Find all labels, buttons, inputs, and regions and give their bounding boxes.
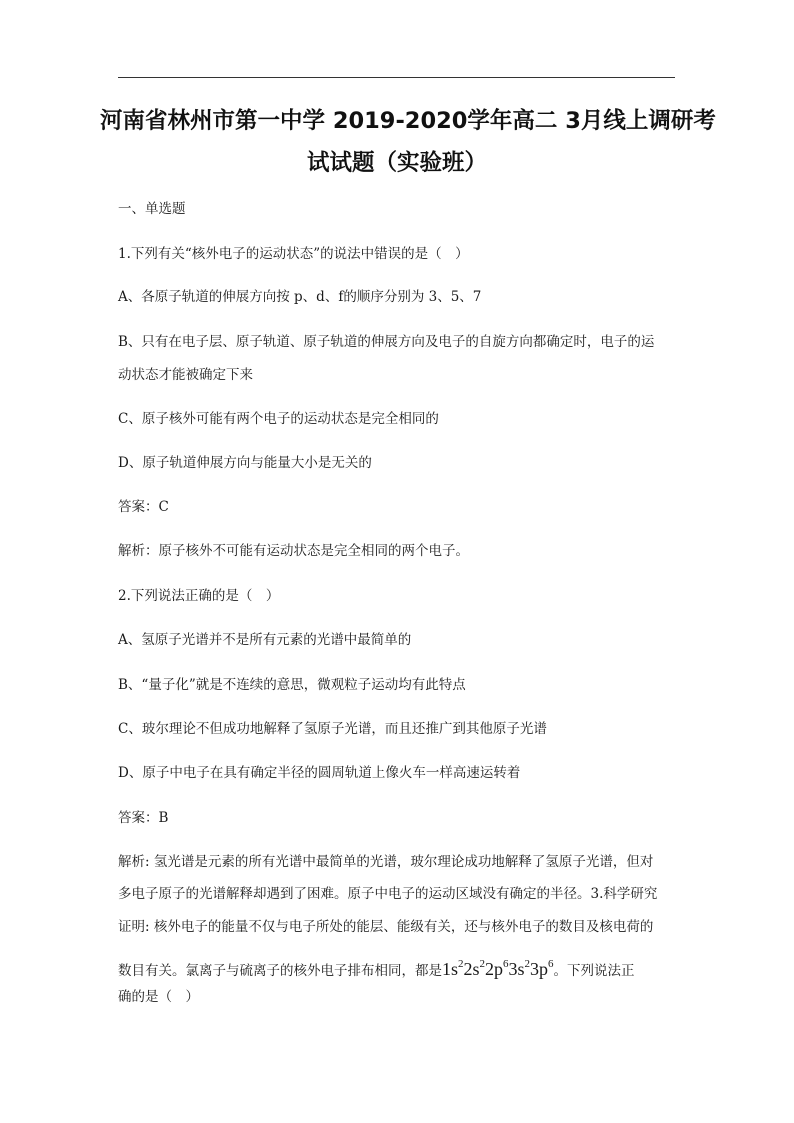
q2-stem: 2.下列说法正确的是（ ）: [118, 588, 280, 604]
q2-analysis-line-5: 确的是（ ）: [118, 989, 199, 1005]
q2-answer: 答案：B: [118, 810, 169, 826]
q1-analysis: 解析：原子核外不可能有运动状态是完全相同的两个电子。: [118, 543, 469, 559]
analysis-line-4-post: 。下列说法正: [553, 963, 635, 979]
q1-option-b-line-1: B、只有在电子层、原子轨道、原子轨道的伸展方向及电子的自旋方向都确定时，电子的运: [118, 334, 655, 350]
q1-option-a: A、各原子轨道的伸展方向按 p、d、f的顺序分别为 3、5、7: [118, 289, 482, 305]
header-rule: [118, 77, 675, 78]
q2-option-d: D、原子中电子在具有确定半径的圆周轨道上像火车一样高速运转着: [118, 765, 521, 781]
q2-analysis-line-4: [118, 954, 635, 981]
document-title-line-2: 试试题（实验班）: [306, 150, 487, 176]
document-title-line-1: 河南省林州市第一中学 2019-2020学年高二 3月线上调研考: [100, 108, 716, 134]
q2-analysis-line-2: 多电子原子的光谱解释却遇到了困难。原子中电子的运动区域没有确定的半径。3.科学研究: [118, 886, 658, 902]
q1-option-c: C、原子核外可能有两个电子的运动状态是完全相同的: [118, 411, 439, 427]
q2-option-c: C、玻尔理论不但成功地解释了氢原子光谱，而且还推广到其他原子光谱: [118, 721, 547, 737]
q1-stem: 1.下列有关“核外电子的运动状态”的说法中错误的是（ ）: [118, 246, 469, 262]
q2-analysis-line-1: 解析: 氢光谱是元素的所有光谱中最简单的光谱，玻尔理论成功地解释了氢原子光谱，但对: [118, 854, 654, 870]
analysis-line-4-pre: 数目有关。氯离子与硫离子的核外电子排布相同，都是: [118, 963, 442, 979]
q2-analysis-line-3: 证明: 核外电子的能量不仅与电子所处的能层、能级有关，还与核外电子的数目及核电荷的: [118, 919, 654, 935]
electron-configuration-formula: $1s^22s^22p^63s^23p^6$: [442, 958, 554, 979]
section-heading: 一、单选题: [118, 201, 186, 217]
q2-option-a: A、氢原子光谱并不是所有元素的光谱中最简单的: [118, 632, 412, 648]
q2-option-b: B、“量子化”就是不连续的意思，微观粒子运动均有此特点: [118, 677, 466, 693]
q1-option-b-line-2: 动状态才能被确定下来: [118, 367, 253, 383]
q1-option-d: D、原子轨道伸展方向与能量大小是无关的: [118, 455, 372, 471]
q1-answer: 答案：C: [118, 499, 169, 515]
